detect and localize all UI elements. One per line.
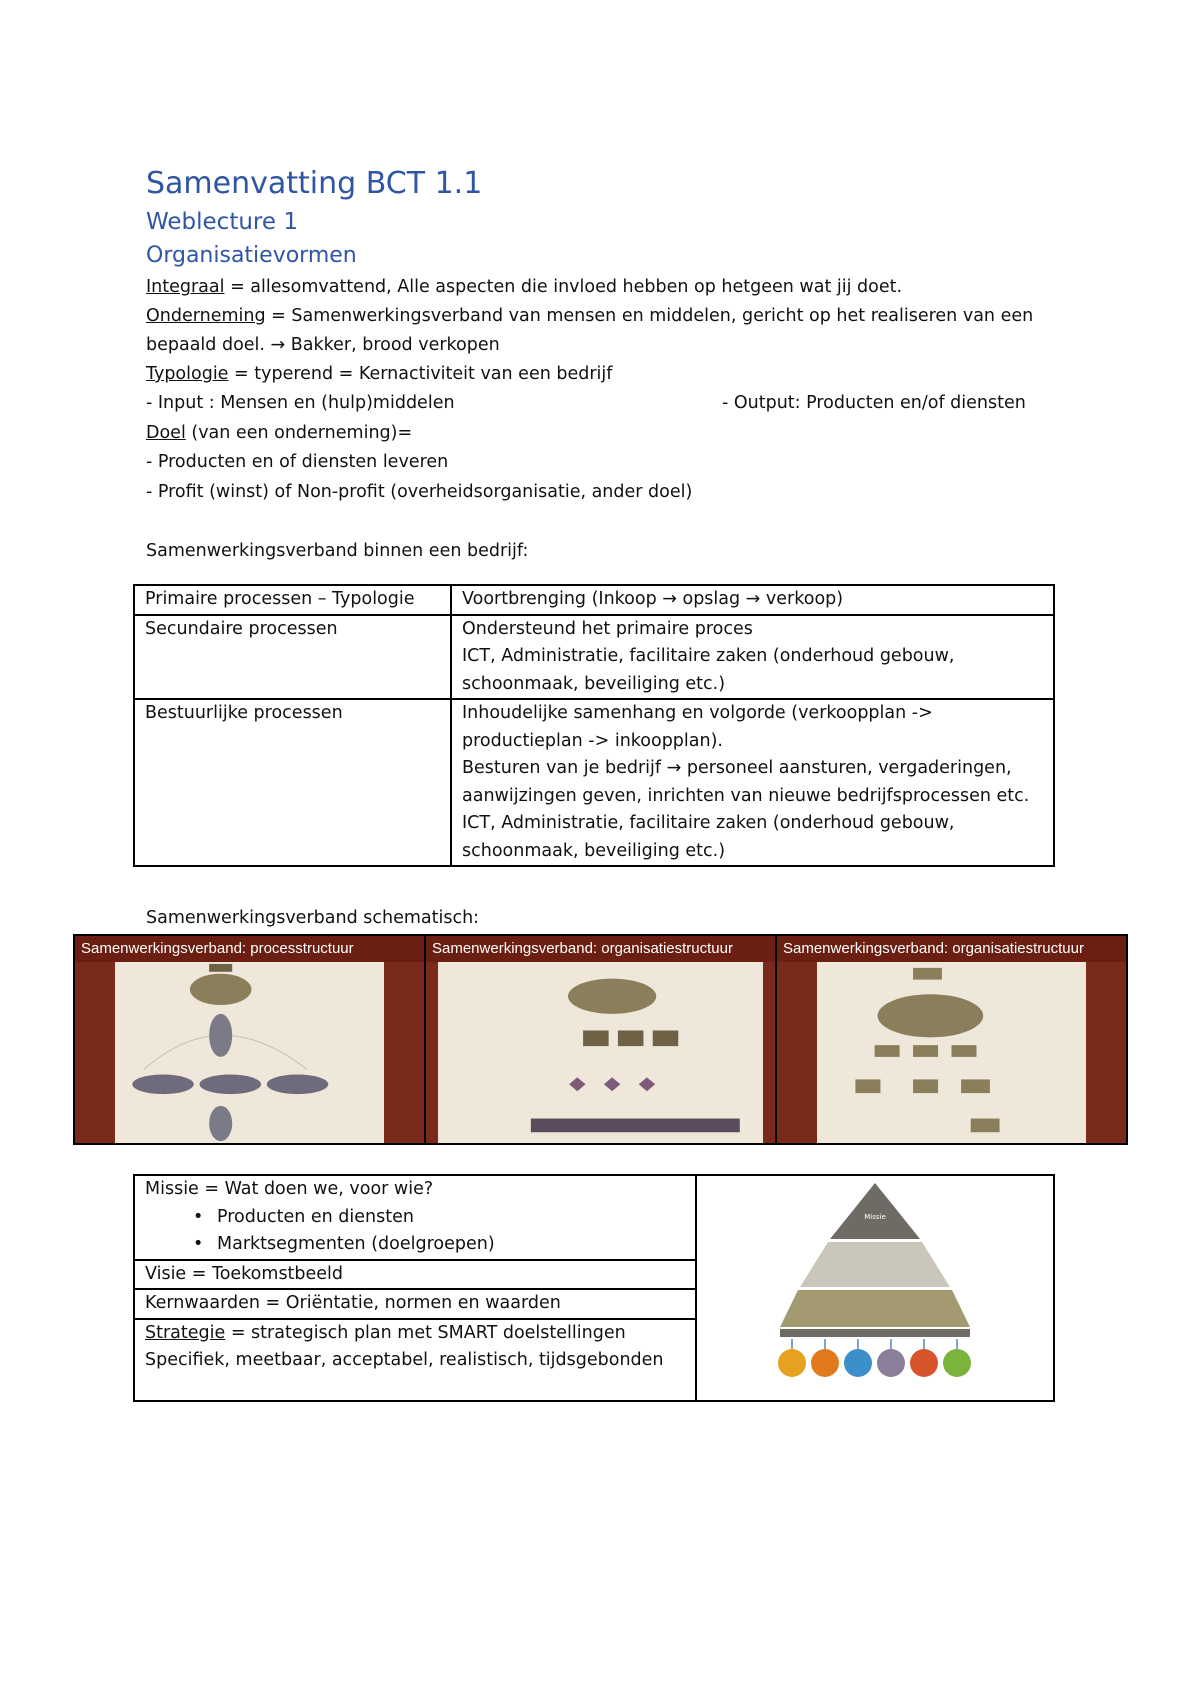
smart-text: Specifiek, meetbaar, acceptabel, realistisch, tijdsgebonden (145, 1350, 664, 1370)
missie-cell (134, 1175, 696, 1260)
text-onderneming: = Samenwerkingsverband van mensen en middelen, gericht op het realiseren van een (265, 306, 1034, 326)
table-cell-desc (451, 585, 1054, 615)
pyramid-circle (910, 1349, 938, 1377)
document-title: Samenvatting BCT 1.1 (146, 166, 483, 201)
text-doel: (van een onderneming)= (185, 423, 413, 443)
table-row (134, 699, 1054, 866)
pyramid-circle (877, 1349, 905, 1377)
definition-integraal (146, 273, 902, 302)
strategy-pyramid-image (770, 1179, 980, 1387)
subtitle: Weblecture 1 (146, 209, 298, 235)
doel-item-1: - Producten en of diensten leveren (146, 452, 449, 472)
visie-cell: Visie = Toekomstbeeld (134, 1260, 696, 1290)
slide-diagram-image (817, 962, 1086, 1143)
samenwerking-intro: Samenwerkingsverband binnen een bedrijf: (146, 541, 529, 561)
missie-bullet: • Marktsegmenten (doelgroepen) (145, 1231, 685, 1259)
text-typologie: = typerend = Kernactiviteit van een bedrijf (228, 364, 613, 384)
desc-line: schoonmaak, beveiliging etc.) (462, 673, 726, 694)
org-diagram (438, 962, 763, 1143)
pyramid-circle (811, 1349, 839, 1377)
desc-line: Voortbrenging (Inkoop → opslag → verkoop) (462, 589, 844, 609)
definition-onderneming (146, 302, 1033, 331)
missie-bullet: • Producten en diensten (145, 1204, 685, 1232)
table-cell-label: Primaire processen – Typologie (134, 585, 451, 615)
pyramid-top-label: Missie (864, 1213, 886, 1221)
slide-diagram-image (438, 962, 763, 1143)
pyramid-circle (844, 1349, 872, 1377)
process-diagram (115, 962, 384, 1143)
desc-line: schoonmaak, beveiliging etc.) (462, 840, 726, 861)
mission-table (133, 1174, 1055, 1402)
strategie-text: = strategisch plan met SMART doelstellingen (225, 1322, 626, 1343)
term-doel: Doel (146, 423, 186, 443)
desc-line: aanwijzingen geven, inrichten van nieuwe bedrijfsprocessen etc. (462, 785, 1030, 806)
desc-line: Inhoudelijke samenhang en volgorde (verkoopplan -> (462, 703, 933, 723)
process-table (133, 584, 1055, 867)
slide-organisatiestructuur-1 (426, 936, 777, 1143)
slide-title: Samenwerkingsverband: organisatiestructuur (777, 936, 1126, 962)
section-heading: Organisatievormen (146, 243, 357, 268)
slide-title: Samenwerkingsverband: organisatiestructuur (426, 936, 775, 962)
definition-typologie (146, 360, 612, 389)
strategie-cell (134, 1319, 696, 1401)
slide-title: Samenwerkingsverband: processtructuur (75, 936, 424, 962)
org-diagram (817, 962, 1086, 1143)
schematisch-intro: Samenwerkingsverband schematisch: (146, 908, 480, 928)
definition-onderneming-cont: bepaald doel. → Bakker, brood verkopen (146, 335, 500, 355)
table-row (134, 615, 1054, 700)
table-cell-label: Bestuurlijke processen (134, 699, 451, 866)
pyramid-cell (696, 1175, 1054, 1401)
slide-organisatiestructuur-2 (777, 936, 1126, 1143)
desc-line: Ondersteund het primaire proces (462, 618, 753, 639)
slide-processtructuur (75, 936, 426, 1143)
definition-doel (146, 419, 412, 448)
desc-line: Besturen van je bedrijf → personeel aansturen, vergaderingen, (462, 758, 1012, 778)
pyramid-circles (778, 1349, 971, 1377)
input-output-row (146, 389, 1026, 418)
schematic-slides (73, 934, 1128, 1145)
table-cell-desc (451, 699, 1054, 866)
input-text: - Input : Mensen en (hulp)middelen (146, 393, 455, 413)
strategie-line (145, 1320, 685, 1348)
kernwaarden-cell: Kernwaarden = Oriëntatie, normen en waarden (134, 1289, 696, 1319)
desc-line: productieplan -> inkoopplan). (462, 730, 723, 751)
table-cell-desc (451, 615, 1054, 700)
text-integraal: = allesomvattend, Alle aspecten die invloed hebben op hetgeen wat jij doet. (224, 277, 903, 297)
output-text: - Output: Producten en/of diensten (722, 393, 1026, 413)
term-integraal: Integraal (146, 277, 225, 297)
table-cell-label: Secundaire processen (134, 615, 451, 700)
term-strategie: Strategie (145, 1322, 226, 1343)
missie-text: Missie = Wat doen we, voor wie? (145, 1179, 434, 1199)
doel-item-2: - Profit (winst) of Non-profit (overheidsorganisatie, ander doel) (146, 482, 693, 502)
table-row (134, 585, 1054, 615)
desc-line: ICT, Administratie, facilitaire zaken (onderhoud gebouw, (462, 813, 955, 833)
term-typologie: Typologie (146, 364, 229, 384)
pyramid-circle (943, 1349, 971, 1377)
pyramid-circle (778, 1349, 806, 1377)
desc-line: ICT, Administratie, facilitaire zaken (onderhoud gebouw, (462, 646, 955, 666)
slide-diagram-image (115, 962, 384, 1143)
table-row (134, 1175, 1054, 1260)
term-onderneming: Onderneming (146, 306, 266, 326)
